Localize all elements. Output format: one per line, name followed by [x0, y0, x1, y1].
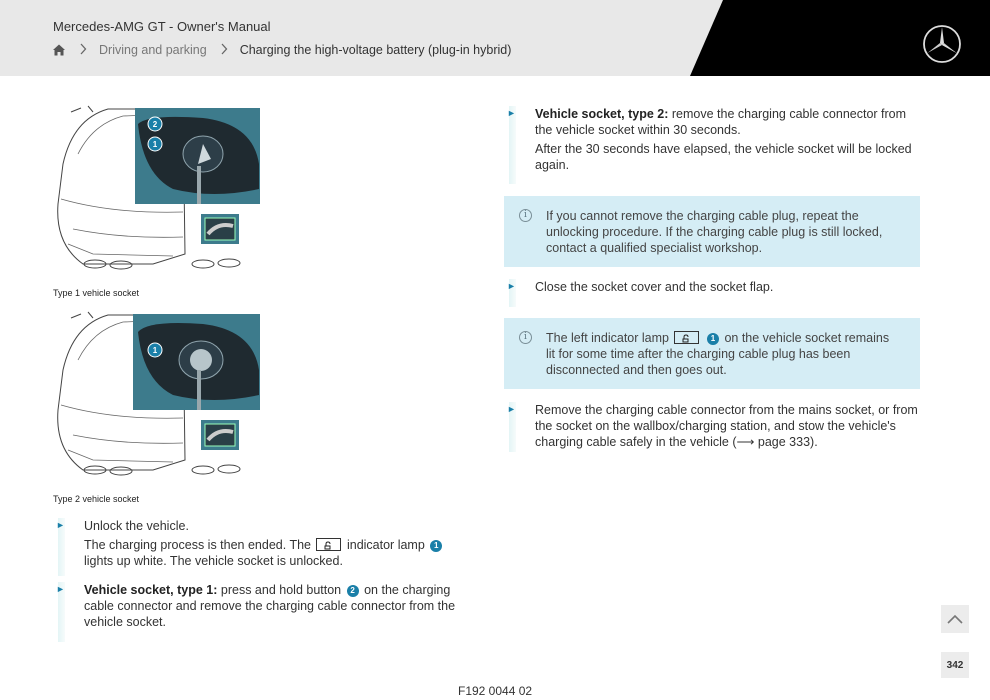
- callout-1: 1: [430, 540, 442, 552]
- type2-socket-illustration: [53, 310, 263, 480]
- step-text: lights up white. The vehicle socket is unlocked.: [84, 554, 343, 568]
- step-text: remove the charging cable connector from the vehicle socket within 30 seconds.: [535, 107, 907, 137]
- step-arrow-icon: ►: [56, 520, 65, 530]
- step-text: indicator lamp: [346, 538, 425, 552]
- chevron-up-icon: [947, 614, 963, 624]
- figure-caption: Type 2 vehicle socket: [53, 494, 140, 504]
- step-arrow-icon: ►: [507, 404, 516, 414]
- note-text: The left indicator lamp: [546, 331, 669, 345]
- info-icon: i: [519, 331, 532, 344]
- manual-title: Mercedes-AMG GT - Owner's Manual: [53, 19, 271, 34]
- note-text: If you cannot remove the charging cable plug, repeat the unlocking procedure. If the charging cable plug is still locked, contact a qualified specialist workshop.: [546, 209, 883, 255]
- type1-socket-illustration: [53, 104, 263, 274]
- info-note: [504, 196, 920, 267]
- scroll-to-top-button[interactable]: [941, 605, 969, 633]
- callout-1: 1: [152, 140, 158, 149]
- callout-2: 2: [347, 585, 359, 597]
- callout-1: 1: [152, 346, 158, 355]
- callout-1: 1: [707, 333, 719, 345]
- page-number-badge[interactable]: 342: [941, 652, 969, 678]
- step-close-socket-cover: [507, 279, 920, 307]
- breadcrumb-link-driving[interactable]: Driving and parking: [99, 43, 207, 57]
- step-text: press and hold button: [220, 583, 342, 597]
- unlock-indicator-icon: [316, 538, 341, 551]
- step-text: Remove the charging cable connector from the mains socket, or from the socket on the wallbox/charging station, and stow the vehicle's charging cable safely in the vehicle (⟶ page 333).: [535, 403, 918, 449]
- step-heading: Vehicle socket, type 2:: [535, 107, 669, 121]
- home-icon[interactable]: [52, 43, 66, 57]
- step-remove-charging-cable: [507, 402, 920, 452]
- step-arrow-icon: ►: [507, 281, 516, 291]
- mercedes-star-logo[interactable]: [922, 24, 962, 64]
- info-icon: i: [519, 209, 532, 222]
- step-vehicle-socket-type2: [507, 106, 920, 184]
- step-text: Close the socket cover and the socket flap.: [535, 280, 774, 294]
- breadcrumb: [52, 42, 511, 58]
- figure-caption: Type 1 vehicle socket: [53, 288, 140, 298]
- figure-reference: F192 0044 02: [458, 684, 533, 698]
- step-text: on the charging cable connector and remove the charging cable connector from the vehicle socket.: [84, 583, 456, 629]
- step-unlock-vehicle: [56, 518, 471, 576]
- info-note: [504, 318, 920, 389]
- unlock-indicator-icon: [674, 331, 699, 344]
- step-text: Unlock the vehicle.: [84, 519, 189, 533]
- note-text: on the vehicle socket remains lit for some time after the charging cable plug has been disconnected and then goes out.: [546, 331, 890, 377]
- step-arrow-icon: ►: [56, 584, 65, 594]
- callout-2: 2: [152, 120, 158, 129]
- chevron-right-icon: [79, 42, 87, 58]
- step-heading: Vehicle socket, type 1:: [84, 583, 218, 597]
- chevron-right-icon: [220, 42, 228, 58]
- breadcrumb-current: Charging the high-voltage battery (plug-in hybrid): [239, 43, 512, 57]
- step-vehicle-socket-type1: [56, 582, 471, 642]
- step-text: The charging process is then ended. The: [84, 538, 311, 552]
- step-arrow-icon: ►: [507, 108, 516, 118]
- step-text: After the 30 seconds have elapsed, the vehicle socket will be locked again.: [535, 142, 912, 172]
